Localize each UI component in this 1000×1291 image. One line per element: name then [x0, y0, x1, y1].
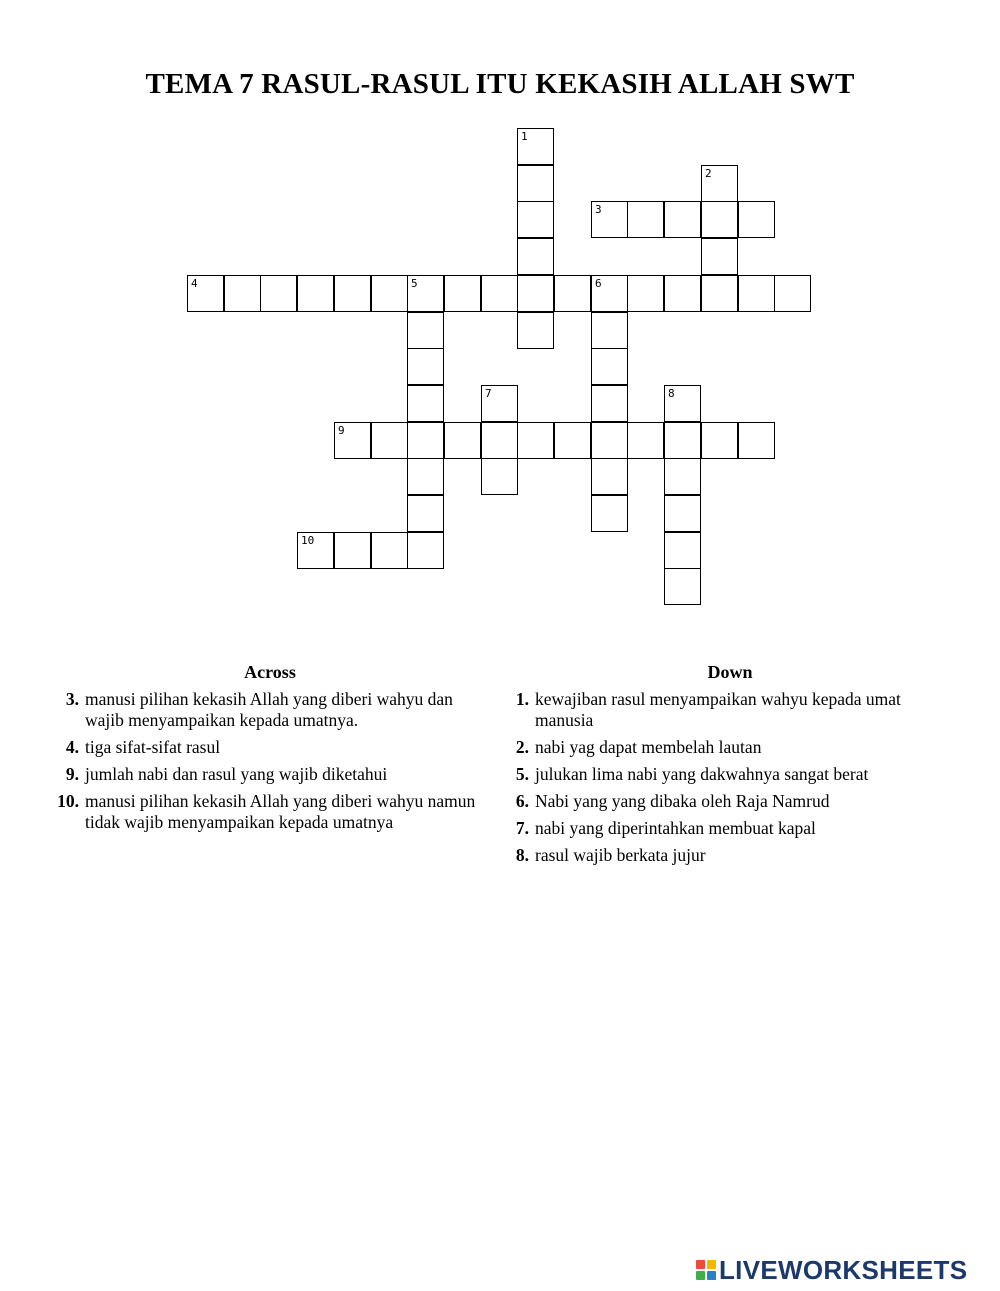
- across-clues: [50, 662, 490, 839]
- crossword-cell[interactable]: [334, 275, 371, 312]
- down-clue-1: [500, 689, 960, 731]
- crossword-cell[interactable]: [591, 458, 628, 495]
- crossword-cell-9[interactable]: [334, 422, 371, 459]
- cell-number: 4: [191, 277, 198, 290]
- crossword-cell[interactable]: [738, 422, 775, 459]
- crossword-cell[interactable]: [407, 532, 444, 569]
- clue-number: 10.: [57, 791, 79, 811]
- crossword-cell[interactable]: [554, 275, 591, 312]
- logo-block-icon: [707, 1271, 716, 1280]
- down-heading: Down: [707, 662, 753, 682]
- cell-number: 2: [705, 167, 712, 180]
- crossword-cell[interactable]: [407, 348, 444, 385]
- crossword-cell[interactable]: [517, 165, 554, 202]
- crossword-cell[interactable]: [591, 312, 628, 349]
- down-clue-2: [500, 737, 960, 758]
- crossword-cell[interactable]: [627, 201, 664, 238]
- clue-number: 3.: [65, 689, 79, 709]
- across-clue-9: [50, 764, 490, 785]
- crossword-cell[interactable]: [444, 275, 481, 312]
- clue-number: 1.: [515, 689, 529, 709]
- crossword-cell-8[interactable]: [664, 385, 701, 422]
- across-clue-10: [50, 791, 490, 833]
- crossword-cell[interactable]: [701, 275, 738, 312]
- crossword-cell[interactable]: [701, 201, 738, 238]
- logo-blocks-icon: [696, 1260, 716, 1280]
- crossword-cell[interactable]: [371, 532, 408, 569]
- clue-text: tiga sifat-sifat rasul: [85, 737, 221, 757]
- crossword-cell[interactable]: [664, 568, 701, 605]
- crossword-cell[interactable]: [591, 348, 628, 385]
- crossword-cell[interactable]: [371, 275, 408, 312]
- crossword-cell[interactable]: [481, 275, 518, 312]
- crossword-cell[interactable]: [774, 275, 811, 312]
- logo-block-icon: [696, 1271, 705, 1280]
- clue-number: 7.: [515, 818, 529, 838]
- crossword-grid: [0, 0, 1000, 640]
- down-clue-5: [500, 764, 960, 785]
- cell-number: 8: [668, 387, 675, 400]
- crossword-cell[interactable]: [554, 422, 591, 459]
- cell-number: 3: [595, 203, 602, 216]
- cell-number: 10: [301, 534, 315, 547]
- crossword-cell[interactable]: [517, 238, 554, 275]
- crossword-cell[interactable]: [738, 201, 775, 238]
- crossword-cell[interactable]: [664, 495, 701, 532]
- crossword-cell[interactable]: [627, 275, 664, 312]
- crossword-cell[interactable]: [407, 422, 444, 459]
- logo-block-icon: [696, 1260, 705, 1269]
- down-clue-8: [500, 845, 960, 866]
- crossword-cell[interactable]: [297, 275, 334, 312]
- crossword-cell[interactable]: [481, 422, 518, 459]
- crossword-cell[interactable]: [701, 238, 738, 275]
- down-clue-6: [500, 791, 960, 812]
- crossword-cell[interactable]: [664, 458, 701, 495]
- crossword-cell[interactable]: [738, 275, 775, 312]
- crossword-cell[interactable]: [371, 422, 408, 459]
- crossword-cell-5[interactable]: [407, 275, 444, 312]
- clue-number: 6.: [515, 791, 529, 811]
- crossword-cell[interactable]: [407, 495, 444, 532]
- crossword-cell[interactable]: [664, 532, 701, 569]
- down-clue-7: [500, 818, 960, 839]
- clue-text: Nabi yang yang dibaka oleh Raja Namrud: [535, 791, 830, 811]
- clue-number: 8.: [515, 845, 529, 865]
- crossword-cell[interactable]: [701, 422, 738, 459]
- cell-number: 6: [595, 277, 602, 290]
- cell-number: 9: [338, 424, 345, 437]
- crossword-cell[interactable]: [627, 422, 664, 459]
- crossword-cell[interactable]: [664, 422, 701, 459]
- crossword-cell-4[interactable]: [187, 275, 224, 312]
- crossword-cell-1[interactable]: [517, 128, 554, 165]
- worksheet-title: TEMA 7 RASUL-RASUL ITU KEKASIH ALLAH SWT: [145, 68, 855, 100]
- across-heading: Across: [244, 662, 296, 682]
- liveworksheets-logo: [696, 1255, 967, 1285]
- cell-number: 1: [521, 130, 528, 143]
- clue-text: manusi pilihan kekasih Allah yang diberi wahyu namun tidak wajib menyampaikan kepada umatnya: [85, 791, 476, 832]
- clue-number: 2.: [515, 737, 529, 757]
- crossword-cell[interactable]: [444, 422, 481, 459]
- cell-number: 7: [485, 387, 492, 400]
- crossword-cell[interactable]: [224, 275, 261, 312]
- clue-text: rasul wajib berkata jujur: [535, 845, 706, 865]
- clue-text: manusi pilihan kekasih Allah yang diberi wahyu dan wajib menyampaikan kepada umatnya.: [85, 689, 453, 730]
- clue-number: 9.: [65, 764, 79, 784]
- crossword-cell[interactable]: [591, 422, 628, 459]
- clue-text: julukan lima nabi yang dakwahnya sangat berat: [535, 764, 869, 784]
- crossword-cell[interactable]: [591, 495, 628, 532]
- crossword-cell[interactable]: [407, 385, 444, 422]
- crossword-cell[interactable]: [334, 532, 371, 569]
- crossword-cell[interactable]: [517, 312, 554, 349]
- crossword-cell-7[interactable]: [481, 385, 518, 422]
- clue-text: jumlah nabi dan rasul yang wajib diketahui: [85, 764, 388, 784]
- crossword-cell[interactable]: [517, 201, 554, 238]
- across-clue-3: [50, 689, 490, 731]
- clue-number: 4.: [65, 737, 79, 757]
- crossword-cell[interactable]: [481, 458, 518, 495]
- cell-number: 5: [411, 277, 418, 290]
- crossword-cell[interactable]: [260, 275, 297, 312]
- down-clues: [500, 662, 960, 872]
- crossword-cell-6[interactable]: [591, 275, 628, 312]
- crossword-cell[interactable]: [407, 312, 444, 349]
- clue-text: nabi yag dapat membelah lautan: [535, 737, 762, 757]
- across-clue-4: [50, 737, 490, 758]
- clue-number: 5.: [515, 764, 529, 784]
- logo-wordmark: LIVEWORKSHEETS: [719, 1254, 968, 1285]
- crossword-cell[interactable]: [664, 275, 701, 312]
- crossword-cell[interactable]: [407, 458, 444, 495]
- crossword-cell-3[interactable]: [591, 201, 628, 238]
- crossword-cell[interactable]: [517, 275, 554, 312]
- crossword-cell-10[interactable]: [297, 532, 334, 569]
- crossword-cell-2[interactable]: [701, 165, 738, 202]
- crossword-cell[interactable]: [517, 422, 554, 459]
- logo-block-icon: [707, 1260, 716, 1269]
- crossword-cell[interactable]: [591, 385, 628, 422]
- crossword-cell[interactable]: [664, 201, 701, 238]
- clue-text: kewajiban rasul menyampaikan wahyu kepada umat manusia: [535, 689, 901, 730]
- clue-text: nabi yang diperintahkan membuat kapal: [535, 818, 816, 838]
